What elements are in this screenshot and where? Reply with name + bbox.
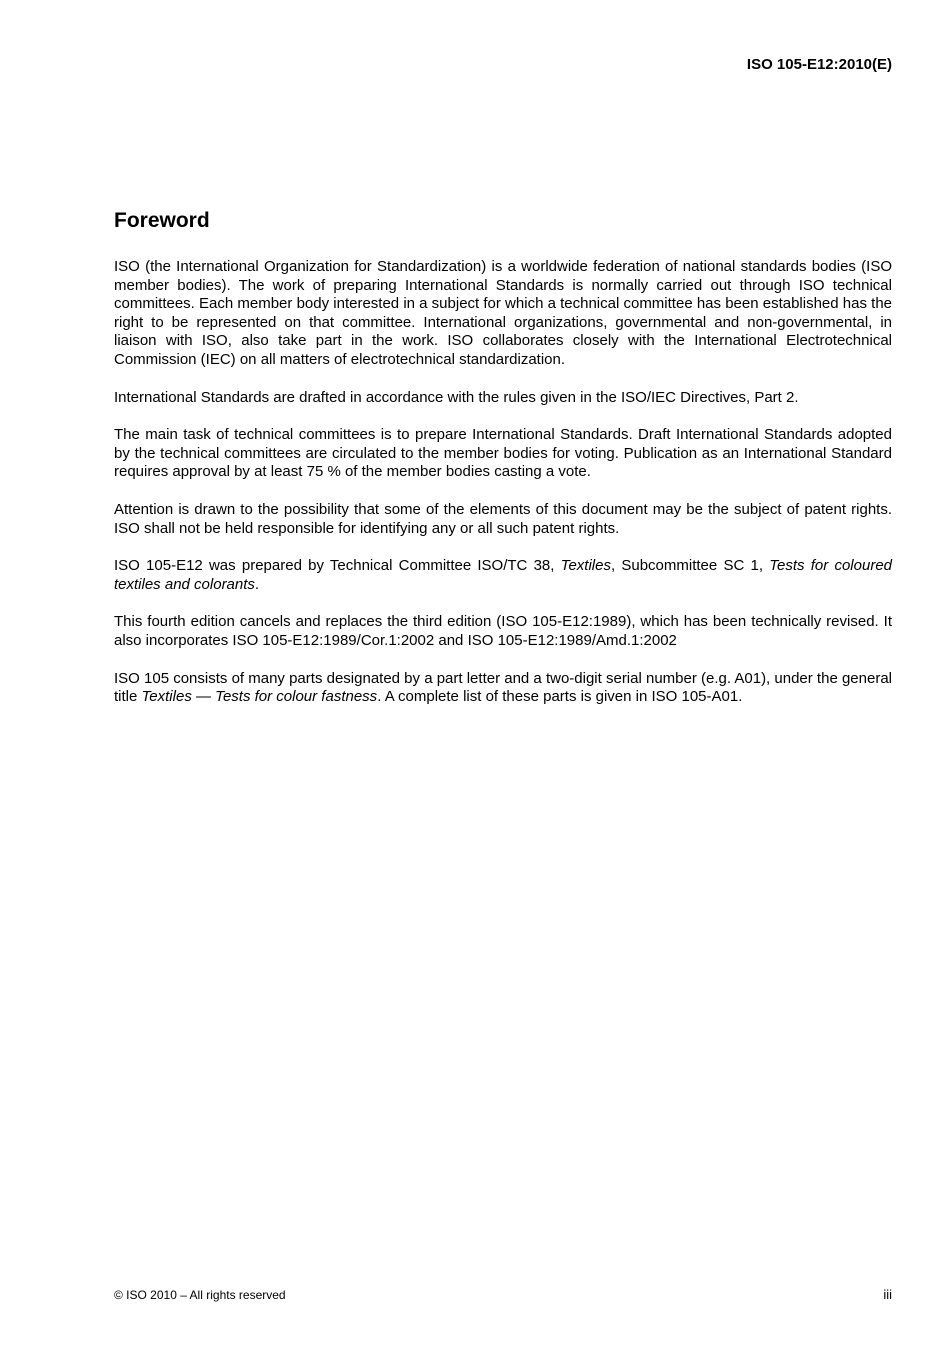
paragraph-parts-text-1: ISO 105 consists of many parts designated by a part letter and a two-digit serial number (e.g. A01), under the general title (114, 669, 892, 706)
paragraph-parts-italic-1: Textiles — Tests for colour fastness (141, 688, 378, 706)
paragraph-prepared-by-italic-1: Textiles (560, 557, 611, 575)
copyright-footer: © ISO 2010 – All rights reserved (114, 1288, 286, 1302)
paragraph-prepared-by-text-2: , Subcommittee SC 1, (610, 557, 770, 575)
paragraph-prepared-by (114, 557, 892, 594)
document-id-header: ISO 105-E12:2010(E) (746, 56, 892, 73)
paragraph-technical-committees: The main task of technical committees is to prepare International Standards. Draft International Standards adopted by the technical committees are circulated to the member bodies for voting. Publication as an International Standard requires approval by at least 75 % of the member bodies casting a vote. (114, 426, 892, 481)
paragraph-iso-overview: ISO (the International Organization for Standardization) is a worldwide federation of national standards bodies (ISO member bodies). The work of preparing International Standards is normally carried out through ISO technical committees. Each member body interested in a subject for which a technical committee has been established has the right to be represented on that committee. International organizations, governmental and non-governmental, in liaison with ISO, also take part in the work. ISO collaborates closely with the International Electrotechnical Commission (IEC) on all matters of electrotechnical standardization. (114, 258, 892, 368)
paragraph-edition: This fourth edition cancels and replaces the third edition (ISO 105-E12:1989), which has been technically revised. It also incorporates ISO 105-E12:1989/Cor.1:2002 and ISO 105-E12:1989/Amd.1:2002 (114, 613, 892, 649)
paragraph-prepared-by-text-3: . (254, 575, 260, 593)
foreword-heading: Foreword (114, 209, 210, 232)
paragraph-prepared-by-italic-2: Tests for coloured textiles and colorants (114, 557, 892, 593)
paragraph-parts (114, 670, 892, 707)
foreword-body (114, 258, 892, 726)
paragraph-directives: International Standards are drafted in accordance with the rules given in the ISO/IEC Directives, Part 2. (114, 388, 799, 406)
page-number: iii (883, 1287, 892, 1302)
paragraph-patent-rights: Attention is drawn to the possibility that some of the elements of this document may be the subject of patent rights. ISO shall not be held responsible for identifying any or all such patent rights. (114, 500, 892, 537)
paragraph-prepared-by-text-1: ISO 105-E12 was prepared by Technical Committee ISO/TC 38, (114, 557, 561, 575)
paragraph-parts-text-2: . A complete list of these parts is given in ISO 105-A01. (377, 688, 743, 706)
